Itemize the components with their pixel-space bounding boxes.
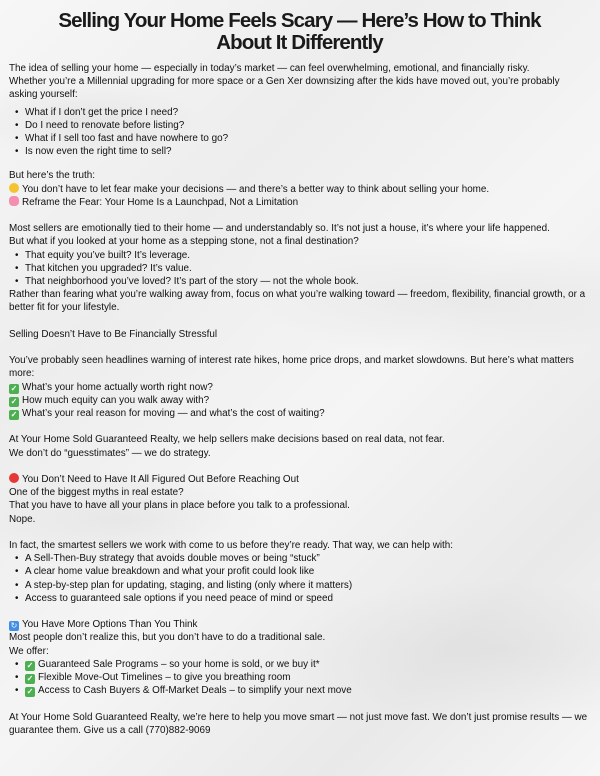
financial-heading: Selling Doesn’t Have to Be Financially Stressful bbox=[9, 328, 218, 340]
help-list bbox=[9, 552, 590, 605]
list-item: • Access to guaranteed sale options if you need peace of mind or speed bbox=[25, 592, 590, 605]
check-mark-button-icon: ✓ bbox=[10, 410, 18, 420]
questions-list bbox=[9, 106, 590, 159]
figured-heading: You Don’t Need to Have It All Figured Out Before Reaching Out bbox=[9, 473, 590, 486]
closing-paragraph: At Your Home Sold Guaranteed Realty, we’re here to help you move smart — not just move fast. We don’t just promise results — we guarantee them. Give us a call (770)882-9069 bbox=[9, 711, 588, 736]
list-item: • ✓ Flexible Move-Out Timelines – to give you breathing room bbox=[25, 671, 590, 684]
myths-line: One of the biggest myths in real estate? bbox=[9, 487, 184, 499]
realty-paragraph: At Your Home Sold Guaranteed Realty, we help sellers make decisions based on real data, not fear. We don’t do “guesstimates” — we do strategy. bbox=[9, 434, 445, 459]
list-item: • A Sell-Then-Buy strategy that avoids double moves or being “stuck” bbox=[25, 552, 590, 565]
list-item: • ✓ Guaranteed Sale Programs – so your home is sold, or we buy it* bbox=[25, 658, 590, 671]
list-item: • ✓ Access to Cash Buyers & Off-Market Deals – to simplify your next move bbox=[25, 684, 590, 697]
list-item: • A step-by-step plan for updating, staging, and listing (only where it matters) bbox=[25, 579, 590, 592]
matters-item: ✓ How much equity can you walk away with? bbox=[10, 394, 210, 406]
options-heading: ↻ You Have More Options Than You Think bbox=[10, 619, 198, 631]
list-item: • Is now even the right time to sell? bbox=[25, 145, 590, 158]
list-item: • That equity you’ve built? It’s leverage. bbox=[25, 249, 590, 262]
list-item: • A clear home value breakdown and what your profit could look like bbox=[25, 565, 590, 578]
rather-paragraph: Rather than fearing what you’re walking away from, focus on what you’re walking toward — freedom, flexibility, financial growth, or a better fit for your lifestyle. bbox=[9, 289, 586, 314]
nope-line: Nope. bbox=[9, 513, 36, 525]
check-mark-button-icon: ✓ bbox=[26, 674, 34, 684]
matters-item: ✓ What’s your home actually worth right now? bbox=[10, 381, 213, 393]
red-circle-icon bbox=[9, 473, 19, 483]
list-item: • Do I need to renovate before listing? bbox=[25, 119, 590, 132]
intro-paragraph: The idea of selling your home — especially in today’s market — can feel overwhelming, emotional, and financially risky. Whether you’re a Millennial upgrading for more space or a Gen Xer downsizing after the kids have moved out, you’re probably asking yourself: bbox=[9, 63, 560, 101]
myths-line-2: That you have to have all your plans in place before you talk to a professional. bbox=[9, 500, 350, 512]
list-item: • What if I sell too fast and have nowhere to go? bbox=[25, 132, 590, 145]
check-mark-button-icon: ✓ bbox=[26, 687, 34, 697]
list-item: • That neighborhood you’ve loved? It’s part of the story — not the whole book. bbox=[25, 275, 590, 288]
options-line: Most people don’t realize this, but you don’t have to do a traditional sale. bbox=[9, 632, 326, 644]
waving-hand-icon bbox=[9, 183, 19, 193]
matters-item: ✓ What’s your real reason for moving — and what’s the cost of waiting? bbox=[10, 408, 325, 420]
emotional-paragraph: Most sellers are emotionally tied to their home — and understandably so. It’s not just a house, it’s where your life happened. bbox=[9, 223, 550, 235]
smartest-paragraph: In fact, the smartest sellers we work with come to us before they’re ready. That way, we can help with: bbox=[9, 540, 454, 552]
stepping-paragraph: But what if you looked at your home as a stepping stone, not a final destination? bbox=[9, 236, 359, 248]
reframe-heading: Reframe the Fear: Your Home Is a Launchpad, Not a Limitation bbox=[9, 196, 590, 209]
truth-intro: But here’s the truth: bbox=[9, 170, 96, 182]
list-item: • What if I don’t get the price I need? bbox=[25, 106, 590, 119]
page-title: Selling Your Home Feels Scary — Here’s How to Think About It Differently bbox=[58, 9, 541, 54]
check-mark-button-icon: ✓ bbox=[10, 396, 18, 406]
offer-list bbox=[9, 658, 590, 698]
check-mark-button-icon: ✓ bbox=[26, 660, 34, 670]
repeat-arrows-icon: ↻ bbox=[10, 621, 18, 631]
stepping-list bbox=[9, 249, 590, 289]
list-item: • That kitchen you upgraded? It’s value. bbox=[25, 262, 590, 275]
truth-line: You don’t have to let fear make your decisions — and there’s a better way to think about selling your home. bbox=[9, 183, 590, 196]
check-mark-button-icon: ✓ bbox=[10, 383, 18, 393]
offer-line: We offer: bbox=[9, 645, 49, 657]
brain-icon bbox=[9, 196, 19, 206]
headlines-paragraph: You’ve probably seen headlines warning of interest rate hikes, home price drops, and market slowdowns. But here’s what matters more: bbox=[9, 355, 574, 380]
article-body bbox=[9, 62, 590, 737]
